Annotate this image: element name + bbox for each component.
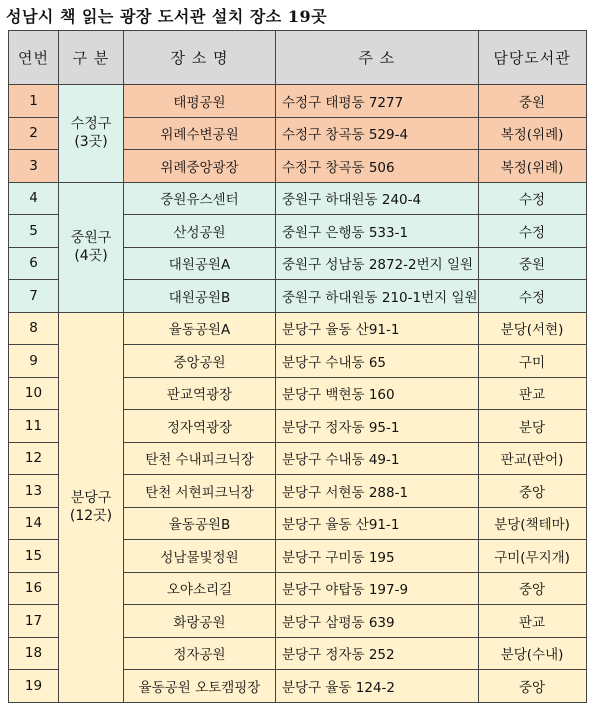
district-count: (4곳): [74, 248, 108, 264]
library-name: 분당(책테마): [478, 507, 586, 540]
row-number: 3: [9, 150, 59, 183]
place-name: 산성공원: [124, 215, 276, 248]
place-name: 율동공원A: [124, 312, 276, 345]
place-name: 위례중앙광장: [124, 150, 276, 183]
library-name: 분당(수내): [478, 637, 586, 670]
library-locations-table: [8, 30, 587, 703]
district-cell: [59, 312, 124, 702]
library-name: 중원: [478, 247, 586, 280]
row-number: 17: [9, 605, 59, 638]
place-name: 태평공원: [124, 85, 276, 118]
header-place: 장 소 명: [124, 31, 276, 85]
library-name: 수정: [478, 280, 586, 313]
library-name: 수정: [478, 182, 586, 215]
address: 수정구 창곡동 529-4: [276, 117, 479, 150]
library-name: 분당: [478, 410, 586, 443]
address: 분당구 서현동 288-1: [276, 475, 479, 508]
place-name: 중앙공원: [124, 345, 276, 378]
row-number: 2: [9, 117, 59, 150]
district-cell: [59, 85, 124, 183]
address: 분당구 야탑동 197-9: [276, 572, 479, 605]
place-name: 오야소리길: [124, 572, 276, 605]
table-row: [9, 312, 587, 345]
place-name: 위례수변공원: [124, 117, 276, 150]
address: 분당구 율동 산91-1: [276, 507, 479, 540]
row-number: 14: [9, 507, 59, 540]
library-name: 중앙: [478, 475, 586, 508]
district-name: 중원구: [70, 230, 112, 246]
place-name: 정자역광장: [124, 410, 276, 443]
row-number: 1: [9, 85, 59, 118]
district-count: (12곳): [69, 508, 113, 524]
address: 분당구 구미동 195: [276, 540, 479, 573]
address: 분당구 율동 124-2: [276, 670, 479, 703]
page-title: 성남시 책 읽는 광장 도서관 설치 장소 19곳: [6, 7, 328, 26]
row-number: 5: [9, 215, 59, 248]
table-body: [9, 85, 587, 703]
row-number: 19: [9, 670, 59, 703]
header-no: 연번: [9, 31, 59, 85]
library-name: 분당(서현): [478, 312, 586, 345]
row-number: 11: [9, 410, 59, 443]
row-number: 12: [9, 442, 59, 475]
table-header-row: [9, 31, 587, 85]
row-number: 6: [9, 247, 59, 280]
address: 분당구 정자동 95-1: [276, 410, 479, 443]
address: 분당구 백현동 160: [276, 377, 479, 410]
place-name: 율동공원 오토캠핑장: [124, 670, 276, 703]
header-library: 담당도서관: [478, 31, 586, 85]
row-number: 9: [9, 345, 59, 378]
row-number: 8: [9, 312, 59, 345]
library-name: 수정: [478, 215, 586, 248]
library-name: 판교(판어): [478, 442, 586, 475]
address: 분당구 정자동 252: [276, 637, 479, 670]
address: 분당구 수내동 49-1: [276, 442, 479, 475]
place-name: 탄천 수내피크닉장: [124, 442, 276, 475]
row-number: 4: [9, 182, 59, 215]
address: 중원구 은행동 533-1: [276, 215, 479, 248]
district-name: 분당구: [70, 490, 112, 506]
address: 중원구 하대원동 240-4: [276, 182, 479, 215]
library-name: 구미(무지개): [478, 540, 586, 573]
district-name: 수정구: [70, 116, 112, 133]
place-name: 판교역광장: [124, 377, 276, 410]
district-count: (3곳): [74, 134, 108, 151]
place-name: 대원공원A: [124, 247, 276, 280]
row-number: 15: [9, 540, 59, 573]
table-row: [9, 85, 587, 118]
address: 분당구 삼평동 639: [276, 605, 479, 638]
district-cell: [59, 182, 124, 312]
address: 중원구 하대원동 210-1번지 일원: [276, 280, 479, 313]
place-name: 탄천 서현피크닉장: [124, 475, 276, 508]
address: 분당구 수내동 65: [276, 345, 479, 378]
library-name: 판교: [478, 377, 586, 410]
library-name: 복정(위례): [478, 117, 586, 150]
place-name: 성남물빛정원: [124, 540, 276, 573]
library-name: 중앙: [478, 670, 586, 703]
place-name: 화랑공원: [124, 605, 276, 638]
address: 수정구 창곡동 506: [276, 150, 479, 183]
library-name: 구미: [478, 345, 586, 378]
library-name: 판교: [478, 605, 586, 638]
library-name: 복정(위례): [478, 150, 586, 183]
library-name: 중원: [478, 85, 586, 118]
place-name: 중원유스센터: [124, 182, 276, 215]
place-name: 정자공원: [124, 637, 276, 670]
place-name: 대원공원B: [124, 280, 276, 313]
address: 중원구 성남동 2872-2번지 일원: [276, 247, 479, 280]
address: 수정구 태평동 7277: [276, 85, 479, 118]
row-number: 10: [9, 377, 59, 410]
library-name: 중앙: [478, 572, 586, 605]
row-number: 7: [9, 280, 59, 313]
header-address: 주 소: [276, 31, 479, 85]
row-number: 13: [9, 475, 59, 508]
row-number: 18: [9, 637, 59, 670]
header-district: 구 분: [59, 31, 124, 85]
place-name: 율동공원B: [124, 507, 276, 540]
row-number: 16: [9, 572, 59, 605]
table-row: [9, 182, 587, 215]
address: 분당구 율동 산91-1: [276, 312, 479, 345]
